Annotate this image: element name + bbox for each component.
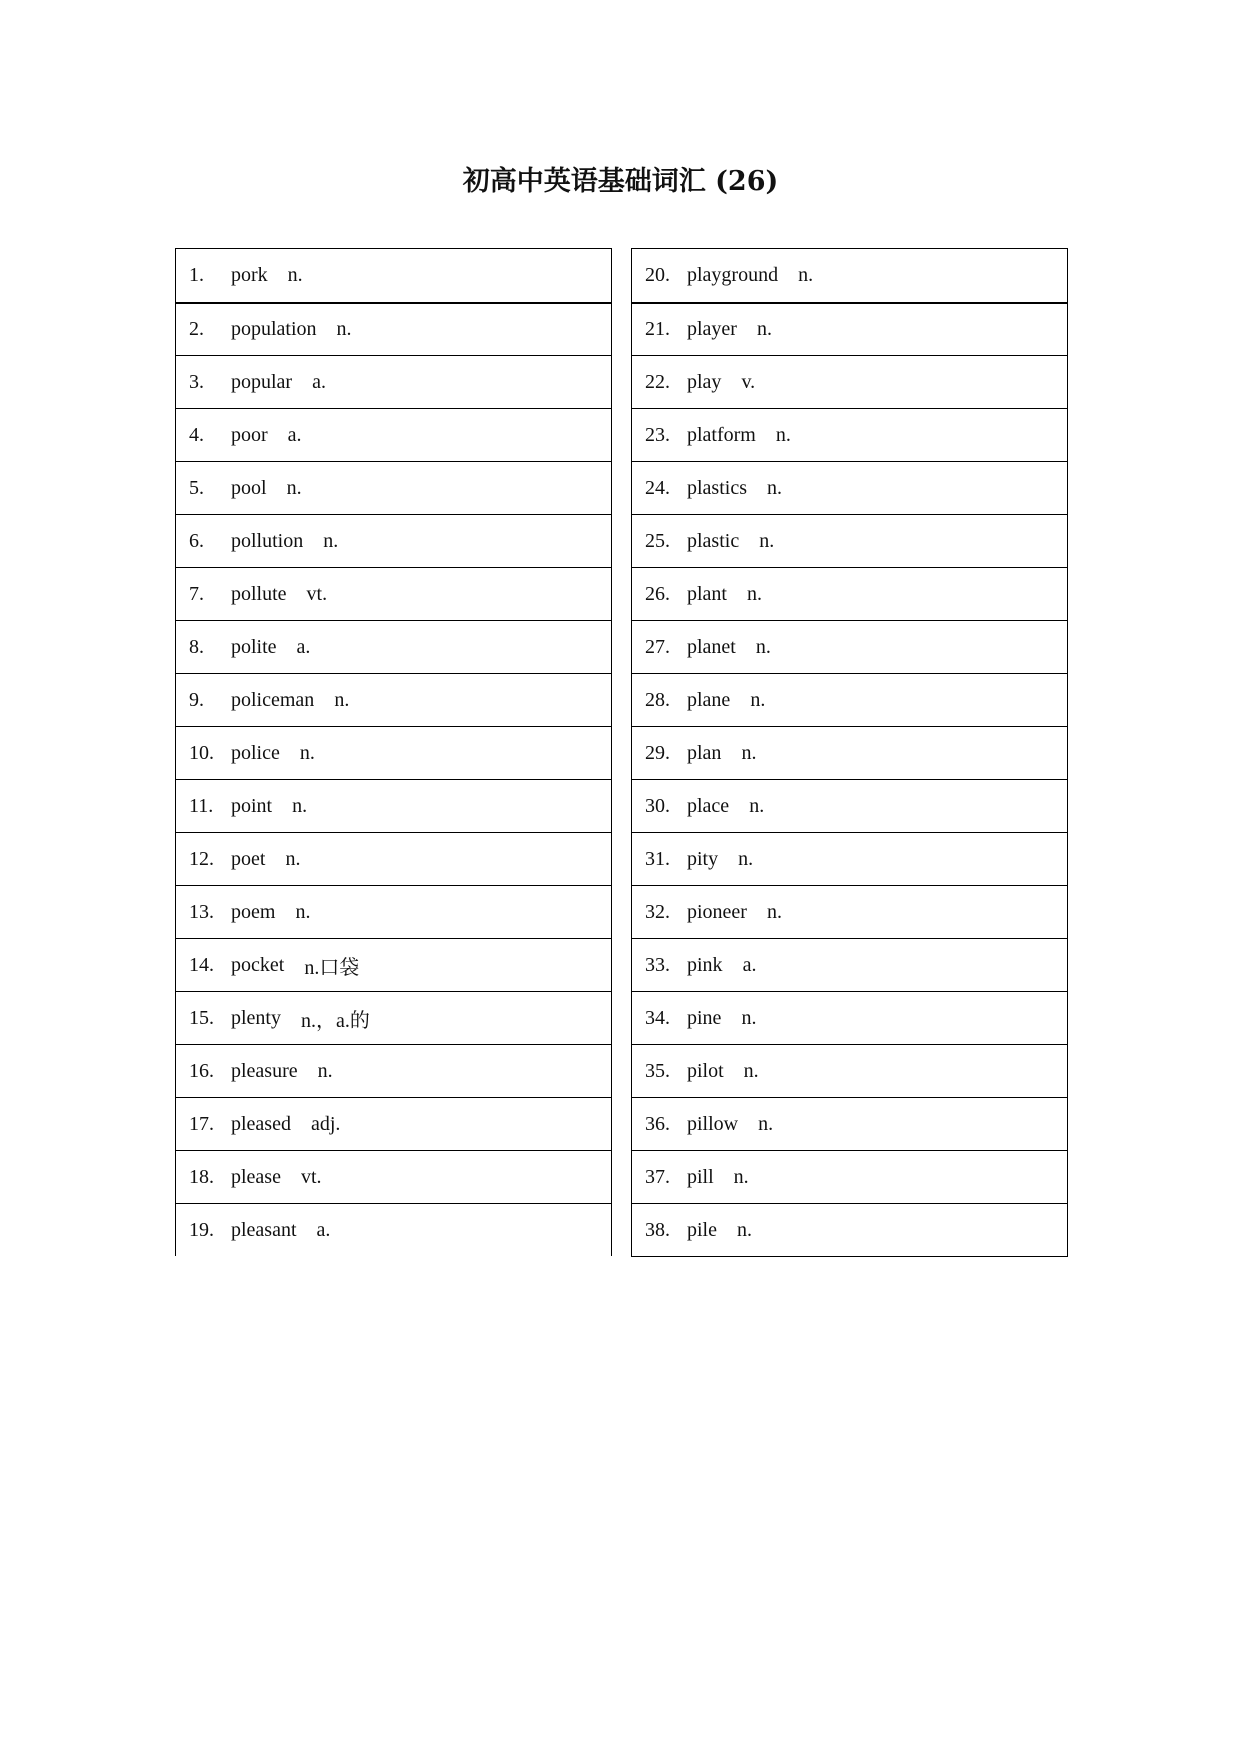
vocab-part-of-speech: n.	[737, 1218, 752, 1241]
vocab-part-of-speech: n.	[743, 1059, 759, 1082]
vocab-row	[632, 673, 1067, 726]
vocab-word: pleasant	[231, 1218, 297, 1241]
vocab-row	[176, 461, 611, 514]
vocab-part-of-speech: vt.	[300, 1165, 322, 1188]
vocab-row	[632, 1044, 1067, 1097]
vocab-word: pine	[687, 1006, 722, 1029]
vocab-number: 24.	[645, 476, 670, 499]
vocab-number: 4.	[189, 423, 204, 446]
vocab-row	[632, 885, 1067, 938]
vocab-row	[176, 408, 611, 461]
vocab-row	[632, 514, 1067, 567]
vocab-part-of-speech: n.	[749, 794, 765, 817]
vocab-number: 14.	[189, 953, 214, 976]
vocab-part-of-speech: n.	[287, 264, 303, 286]
vocab-word: player	[687, 318, 737, 340]
vocab-row	[176, 620, 611, 673]
vocab-word: plastic	[687, 529, 740, 552]
vocab-part-of-speech: n.	[323, 529, 339, 552]
vocab-word: planet	[687, 635, 736, 658]
vocab-row	[632, 938, 1067, 991]
vocab-row	[176, 249, 611, 302]
vocab-word: pink	[687, 953, 723, 976]
vocab-number: 5.	[189, 476, 204, 499]
vocab-part-of-speech: n.	[295, 900, 311, 923]
vocab-part-of-speech: n.，a.的	[301, 1009, 370, 1032]
vocab-number: 31.	[645, 847, 670, 870]
vocab-word: point	[231, 794, 273, 817]
page-title: 初高中英语基础词汇 (26)	[462, 166, 779, 197]
vocab-word: pollute	[231, 582, 287, 605]
vocab-part-of-speech: n.口袋	[304, 956, 360, 979]
vocab-part-of-speech: n.	[741, 1006, 757, 1029]
vocab-number: 32.	[645, 900, 670, 923]
vocab-part-of-speech: n.	[317, 1059, 333, 1082]
vocab-row	[632, 620, 1067, 673]
vocab-row	[176, 832, 611, 885]
vocab-row	[176, 885, 611, 938]
vocab-number: 19.	[189, 1218, 214, 1241]
vocab-row	[632, 249, 1067, 302]
vocab-part-of-speech: n.	[766, 900, 782, 923]
vocab-number: 1.	[189, 264, 204, 286]
vocab-part-of-speech: n.	[755, 635, 771, 658]
vocab-word: poet	[231, 847, 266, 870]
vocab-part-of-speech: adj.	[310, 1112, 341, 1135]
vocab-row	[632, 1150, 1067, 1203]
vocab-number: 35.	[645, 1059, 670, 1082]
vocab-part-of-speech: n.	[759, 529, 775, 552]
vocab-part-of-speech: a.	[316, 1218, 331, 1241]
vocab-number: 21.	[645, 318, 670, 340]
vocab-part-of-speech: n.	[286, 476, 302, 499]
vocab-number: 11.	[189, 794, 214, 817]
vocab-part-of-speech: n.	[292, 794, 308, 817]
vocab-part-of-speech: n.	[756, 318, 772, 340]
vocab-part-of-speech: n.	[336, 318, 352, 340]
vocab-number: 3.	[189, 370, 204, 393]
vocab-part-of-speech: n.	[750, 688, 766, 711]
vocab-number: 33.	[645, 953, 670, 976]
vocab-part-of-speech: a.	[296, 635, 311, 658]
vocab-row	[632, 726, 1067, 779]
vocab-word: population	[231, 318, 317, 340]
vocab-row	[632, 1203, 1067, 1256]
vocab-row	[632, 991, 1067, 1044]
vocab-number: 26.	[645, 582, 670, 605]
vocab-word: poor	[231, 423, 268, 446]
vocab-part-of-speech: n.	[758, 1112, 774, 1135]
vocab-word: pocket	[231, 953, 285, 976]
vocab-row	[632, 461, 1067, 514]
vocab-word: polite	[231, 635, 277, 658]
vocab-part-of-speech: n.	[767, 476, 782, 499]
vocab-number: 17.	[189, 1112, 214, 1135]
vocab-word: police	[231, 741, 280, 764]
vocab-word: pork	[231, 264, 268, 286]
vocab-part-of-speech: a.	[312, 370, 326, 393]
vocab-part-of-speech: n.	[733, 1165, 749, 1188]
vocab-word: pill	[687, 1165, 714, 1188]
vocab-word: pleasure	[231, 1059, 298, 1082]
vocab-number: 36.	[645, 1112, 670, 1135]
vocab-row	[632, 567, 1067, 620]
vocab-part-of-speech: n.	[747, 582, 762, 605]
vocab-word: pollution	[231, 529, 304, 552]
vocab-word: place	[687, 794, 730, 817]
vocab-number: 34.	[645, 1006, 670, 1029]
vocab-word: pioneer	[687, 900, 747, 923]
vocab-part-of-speech: a.	[742, 953, 757, 976]
vocab-list-right	[631, 248, 1068, 1257]
vocab-list-left	[175, 248, 612, 1256]
vocab-word: plant	[687, 582, 727, 605]
vocab-part-of-speech: n.	[775, 423, 791, 446]
vocab-part-of-speech: vt.	[306, 582, 328, 605]
vocab-word: plan	[687, 741, 722, 764]
vocab-row	[176, 779, 611, 832]
vocab-number: 12.	[189, 847, 214, 870]
vocab-row	[176, 514, 611, 567]
vocab-row	[632, 1097, 1067, 1150]
vocab-row	[632, 408, 1067, 461]
vocab-word: pilot	[687, 1059, 724, 1082]
vocab-row	[176, 355, 611, 408]
vocab-row	[176, 673, 611, 726]
vocab-number: 9.	[189, 688, 204, 711]
vocab-number: 13.	[189, 900, 214, 923]
vocab-row	[176, 1097, 611, 1150]
vocab-number: 29.	[645, 741, 670, 764]
vocab-row	[632, 355, 1067, 408]
vocab-number: 22.	[645, 370, 670, 393]
vocab-row	[632, 302, 1067, 355]
vocab-number: 18.	[189, 1165, 214, 1188]
vocab-word: policeman	[231, 688, 315, 711]
vocab-word: poem	[231, 900, 276, 923]
vocab-word: play	[687, 370, 722, 393]
vocab-word: pillow	[687, 1112, 739, 1135]
vocab-word: platform	[687, 423, 756, 446]
vocab-number: 38.	[645, 1218, 670, 1241]
vocab-number: 20.	[645, 264, 670, 286]
vocab-number: 7.	[189, 582, 204, 605]
vocab-word: please	[231, 1165, 281, 1188]
vocab-part-of-speech: n.	[334, 688, 350, 711]
vocab-word: pleased	[231, 1112, 291, 1135]
vocab-row	[176, 1203, 611, 1256]
vocab-row	[176, 1044, 611, 1097]
vocab-row	[632, 779, 1067, 832]
vocab-word: plastics	[687, 476, 747, 499]
vocab-word: pile	[687, 1218, 717, 1241]
vocab-number: 8.	[189, 635, 204, 658]
vocab-row	[176, 938, 611, 991]
vocab-part-of-speech: n.	[741, 741, 757, 764]
vocab-part-of-speech: a.	[287, 423, 302, 446]
vocab-row	[176, 567, 611, 620]
vocab-row	[632, 832, 1067, 885]
vocab-number: 37.	[645, 1165, 670, 1188]
vocab-part-of-speech: n.	[738, 847, 754, 870]
vocab-word: pool	[231, 476, 267, 499]
vocab-number: 6.	[189, 529, 204, 552]
vocab-number: 30.	[645, 794, 670, 817]
vocab-number: 16.	[189, 1059, 214, 1082]
vocab-word: popular	[231, 370, 293, 393]
vocab-number: 27.	[645, 635, 670, 658]
vocab-number: 25.	[645, 529, 670, 552]
vocab-number: 10.	[189, 741, 214, 764]
vocab-word: playground	[687, 264, 779, 286]
vocab-number: 15.	[189, 1006, 214, 1029]
vocab-word: plenty	[231, 1006, 281, 1029]
vocab-part-of-speech: n.	[285, 847, 301, 870]
vocab-number: 23.	[645, 423, 670, 446]
vocab-word: pity	[687, 847, 719, 870]
vocab-number: 28.	[645, 688, 670, 711]
vocab-word: plane	[687, 688, 731, 711]
vocab-row	[176, 302, 611, 355]
vocab-part-of-speech: n.	[798, 264, 814, 286]
vocab-part-of-speech: n.	[299, 741, 315, 764]
vocab-row	[176, 991, 611, 1044]
vocab-part-of-speech: v.	[741, 370, 756, 393]
vocab-number: 2.	[189, 318, 204, 340]
vocab-row	[176, 726, 611, 779]
vocab-row	[176, 1150, 611, 1203]
